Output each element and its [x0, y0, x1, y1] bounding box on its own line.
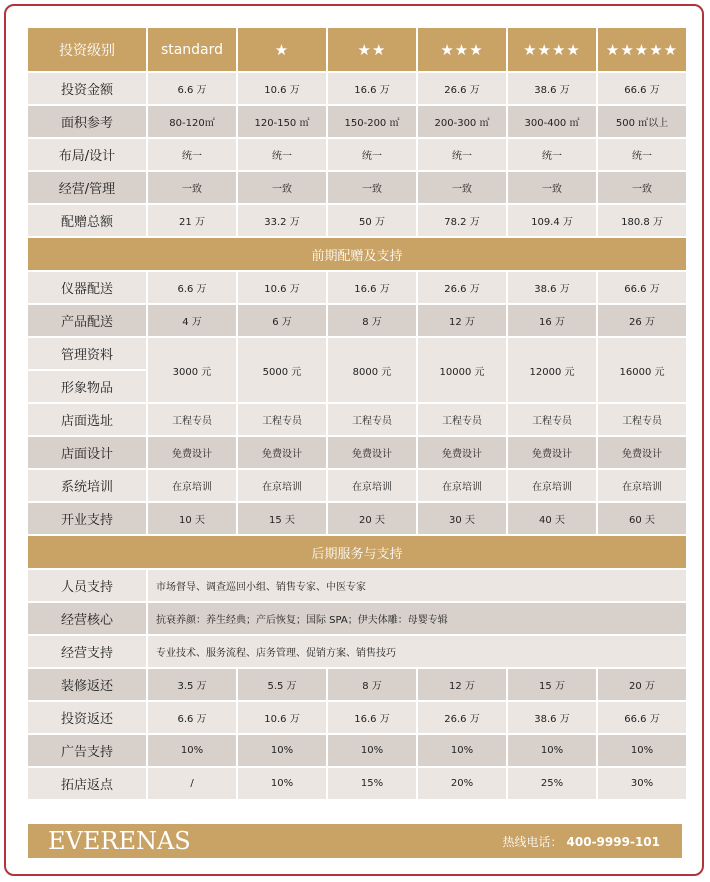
cell-value: 16.6 万: [328, 73, 416, 104]
header-row: [28, 28, 686, 71]
row-label: 经营核心: [28, 603, 146, 634]
table-row-span: [28, 570, 686, 601]
investment-table-body: [28, 28, 686, 799]
cell-value: /: [148, 768, 236, 799]
cell-value: 一致: [148, 172, 236, 203]
cell-value: 工程专员: [598, 404, 686, 435]
cell-value: 免费设计: [328, 437, 416, 468]
cell-value: 15%: [328, 768, 416, 799]
row-label: 投资金额: [28, 73, 146, 104]
row-label: 仪器配送: [28, 272, 146, 303]
cell-value: 统一: [328, 139, 416, 170]
cell-value: 16.6 万: [328, 272, 416, 303]
cell-value: 10.6 万: [238, 73, 326, 104]
cell-value: 20 万: [598, 669, 686, 700]
table-row: [28, 735, 686, 766]
cell-value: 38.6 万: [508, 73, 596, 104]
row-label: 布局/设计: [28, 139, 146, 170]
row-label: 装修返还: [28, 669, 146, 700]
cell-value: 40 天: [508, 503, 596, 534]
cell-value: 21 万: [148, 205, 236, 236]
cell-value: 8000 元: [328, 338, 416, 402]
table-row: [28, 272, 686, 303]
table-row: [28, 73, 686, 104]
cell-value: 8 万: [328, 669, 416, 700]
cell-value: 15 天: [238, 503, 326, 534]
table-row: [28, 404, 686, 435]
section-later-support-row: [28, 536, 686, 568]
cell-value: 免费设计: [148, 437, 236, 468]
cell-value: 66.6 万: [598, 272, 686, 303]
cell-value: 免费设计: [598, 437, 686, 468]
level-4-star: ★★★★: [508, 28, 596, 71]
cell-value: 3000 元: [148, 338, 236, 402]
cell-value: 一致: [328, 172, 416, 203]
cell-value: 20%: [418, 768, 506, 799]
hotline: [503, 833, 660, 850]
footer-bar: [28, 824, 682, 858]
cell-value: 工程专员: [328, 404, 416, 435]
cell-value: 10%: [238, 768, 326, 799]
cell-value: 10.6 万: [238, 272, 326, 303]
row-label: 经营支持: [28, 636, 146, 667]
cell-value: 3.5 万: [148, 669, 236, 700]
row-label: 投资返还: [28, 702, 146, 733]
table-row: [28, 172, 686, 203]
cell-value: 38.6 万: [508, 272, 596, 303]
cell-value: 25%: [508, 768, 596, 799]
section-early-support-row: [28, 238, 686, 270]
cell-value: 16000 元: [598, 338, 686, 402]
cell-value: 在京培训: [598, 470, 686, 501]
cell-value: 在京培训: [148, 470, 236, 501]
investment-table-sheet: [28, 28, 682, 801]
cell-text: 专业技术、服务流程、店务管理、促销方案、销售技巧: [148, 636, 686, 667]
table-row: [28, 305, 686, 336]
cell-value: 80-120㎡: [148, 106, 236, 137]
cell-value: 66.6 万: [598, 702, 686, 733]
cell-value: 12 万: [418, 305, 506, 336]
cell-value: 免费设计: [508, 437, 596, 468]
cell-value: 120-150 ㎡: [238, 106, 326, 137]
cell-value: 30 天: [418, 503, 506, 534]
cell-value: 10%: [148, 735, 236, 766]
cell-value: 50 万: [328, 205, 416, 236]
row-label: 系统培训: [28, 470, 146, 501]
cell-value: 500 ㎡以上: [598, 106, 686, 137]
cell-value: 一致: [508, 172, 596, 203]
row-label: 开业支持: [28, 503, 146, 534]
header-label: 投资级别: [28, 28, 146, 71]
cell-value: 180.8 万: [598, 205, 686, 236]
cell-value: 10.6 万: [238, 702, 326, 733]
level-1-star: ★: [238, 28, 326, 71]
row-label: 管理资料: [28, 338, 146, 369]
row-label: 经营/管理: [28, 172, 146, 203]
cell-value: 一致: [418, 172, 506, 203]
cell-value: 一致: [598, 172, 686, 203]
cell-value: 工程专员: [508, 404, 596, 435]
cell-value: 统一: [508, 139, 596, 170]
cell-value: 6.6 万: [148, 702, 236, 733]
cell-value: 200-300 ㎡: [418, 106, 506, 137]
cell-value: 10 天: [148, 503, 236, 534]
cell-value: 26.6 万: [418, 272, 506, 303]
table-row: [28, 470, 686, 501]
table-row-merged-top: [28, 338, 686, 369]
cell-value: 6.6 万: [148, 73, 236, 104]
cell-value: 12 万: [418, 669, 506, 700]
row-label: 店面设计: [28, 437, 146, 468]
cell-value: 10%: [238, 735, 326, 766]
table-row: [28, 702, 686, 733]
table-row: [28, 437, 686, 468]
investment-table: [26, 26, 688, 801]
cell-value: 33.2 万: [238, 205, 326, 236]
row-label: 面积参考: [28, 106, 146, 137]
cell-value: 10%: [418, 735, 506, 766]
cell-value: 10%: [508, 735, 596, 766]
row-label: 配赠总额: [28, 205, 146, 236]
cell-value: 26 万: [598, 305, 686, 336]
cell-value: 免费设计: [418, 437, 506, 468]
table-row: [28, 106, 686, 137]
cell-value: 38.6 万: [508, 702, 596, 733]
table-row: [28, 768, 686, 799]
cell-text: 抗衰养颜：养生经典；产后恢复；国际 SPA；伊夫体雕：母婴专辑: [148, 603, 686, 634]
section-early-support-title: 前期配赠及支持: [28, 238, 686, 270]
cell-value: 10%: [598, 735, 686, 766]
cell-value: 78.2 万: [418, 205, 506, 236]
table-row: [28, 139, 686, 170]
cell-value: 20 天: [328, 503, 416, 534]
cell-value: 统一: [148, 139, 236, 170]
row-label: 广告支持: [28, 735, 146, 766]
cell-text: 市场督导、调查巡回小组、销售专家、中医专家: [148, 570, 686, 601]
hotline-label: 热线电话：: [502, 835, 563, 849]
row-label: 形象物品: [28, 371, 146, 402]
cell-value: 150-200 ㎡: [328, 106, 416, 137]
cell-value: 6 万: [238, 305, 326, 336]
row-label: 店面选址: [28, 404, 146, 435]
cell-value: 26.6 万: [418, 73, 506, 104]
cell-value: 在京培训: [508, 470, 596, 501]
cell-value: 统一: [418, 139, 506, 170]
hotline-number: 400-9999-101: [566, 835, 660, 849]
cell-value: 60 天: [598, 503, 686, 534]
cell-value: 工程专员: [238, 404, 326, 435]
cell-value: 免费设计: [238, 437, 326, 468]
cell-value: 在京培训: [238, 470, 326, 501]
level-3-star: ★★★: [418, 28, 506, 71]
cell-value: 统一: [598, 139, 686, 170]
cell-value: 109.4 万: [508, 205, 596, 236]
section-later-support-title: 后期服务与支持: [28, 536, 686, 568]
cell-value: 在京培训: [418, 470, 506, 501]
cell-value: 6.6 万: [148, 272, 236, 303]
level-2-star: ★★: [328, 28, 416, 71]
table-row-span: [28, 636, 686, 667]
cell-value: 5.5 万: [238, 669, 326, 700]
cell-value: 66.6 万: [598, 73, 686, 104]
level-5-star: ★★★★★: [598, 28, 686, 71]
table-row-span: [28, 603, 686, 634]
row-label: 人员支持: [28, 570, 146, 601]
cell-value: 16 万: [508, 305, 596, 336]
cell-value: 8 万: [328, 305, 416, 336]
cell-value: 15 万: [508, 669, 596, 700]
level-standard: standard: [148, 28, 236, 71]
cell-value: 300-400 ㎡: [508, 106, 596, 137]
row-label: 拓店返点: [28, 768, 146, 799]
cell-value: 30%: [598, 768, 686, 799]
cell-value: 工程专员: [418, 404, 506, 435]
cell-value: 10%: [328, 735, 416, 766]
table-row: [28, 205, 686, 236]
cell-value: 16.6 万: [328, 702, 416, 733]
table-row: [28, 669, 686, 700]
table-row: [28, 503, 686, 534]
cell-value: 4 万: [148, 305, 236, 336]
cell-value: 26.6 万: [418, 702, 506, 733]
cell-value: 在京培训: [328, 470, 416, 501]
row-label: 产品配送: [28, 305, 146, 336]
cell-value: 一致: [238, 172, 326, 203]
cell-value: 5000 元: [238, 338, 326, 402]
cell-value: 10000 元: [418, 338, 506, 402]
cell-value: 统一: [238, 139, 326, 170]
cell-value: 12000 元: [508, 338, 596, 402]
brand-logo: EVERENAS: [48, 827, 191, 855]
cell-value: 工程专员: [148, 404, 236, 435]
